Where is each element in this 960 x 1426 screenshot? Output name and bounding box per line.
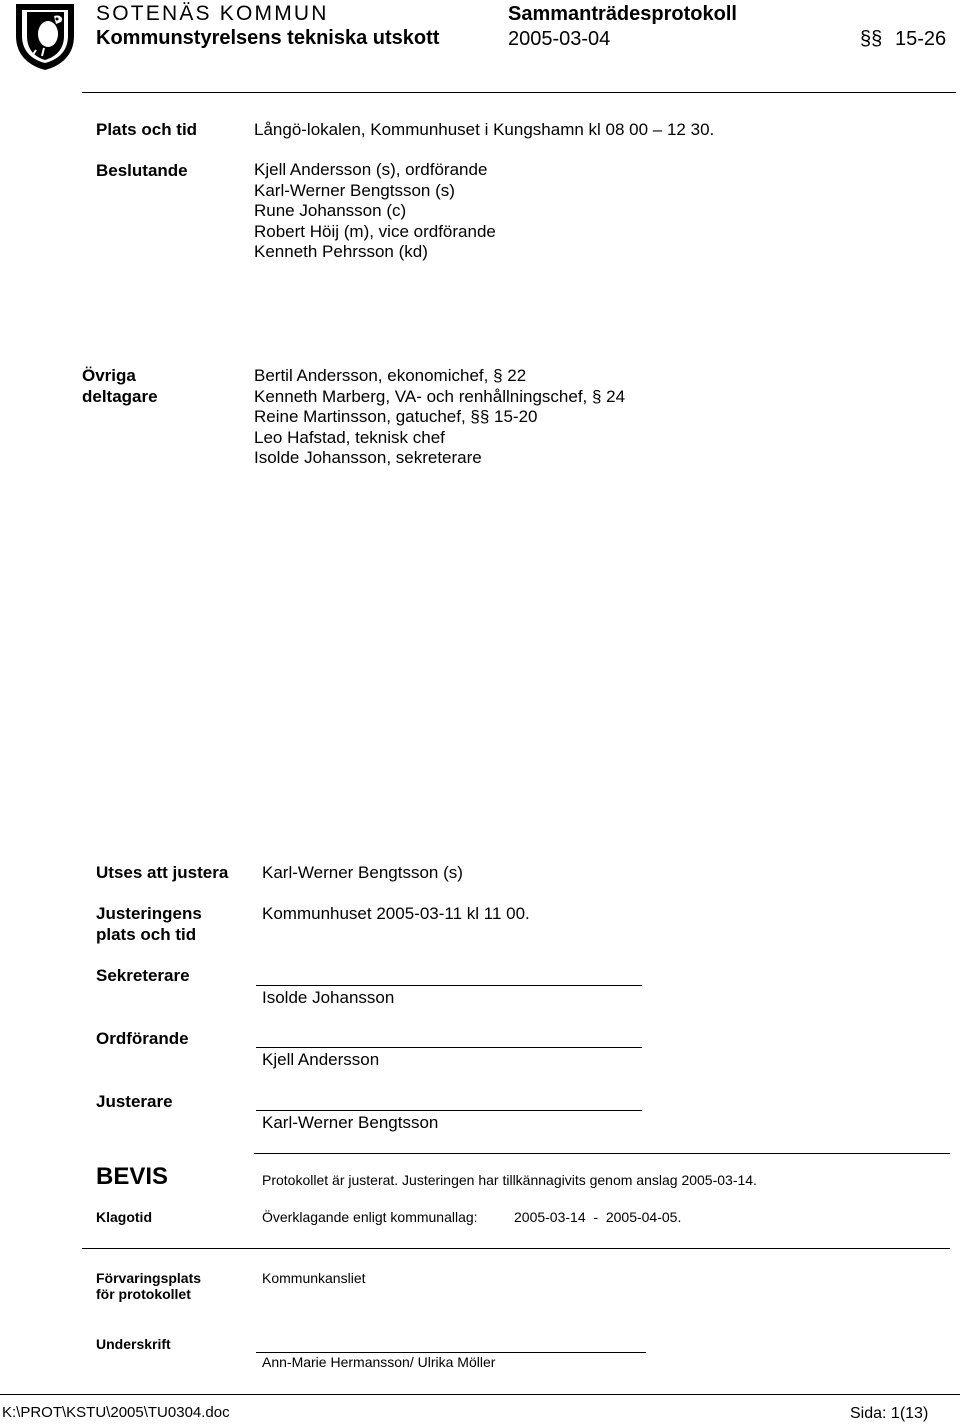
footer-divider xyxy=(0,1394,960,1395)
municipality-name: SOTENÄS KOMMUN xyxy=(96,2,329,25)
secretary-name: Isolde Johansson xyxy=(262,988,395,1007)
storage-divider xyxy=(82,1248,950,1249)
chair-signature-line xyxy=(256,1047,642,1048)
adjuster-name: Karl-Werner Bengtsson xyxy=(262,1113,439,1132)
bevis-text: Protokollet är justerat. Justeringen har tillkännagivits genom anslag 2005-03-14. xyxy=(262,1172,757,1188)
decider-item: Kenneth Pehrsson (kd) xyxy=(254,242,428,262)
appeal-text: Överklagande enligt kommunallag: xyxy=(262,1209,478,1225)
chair-name: Kjell Andersson xyxy=(262,1050,380,1069)
signature-label: Underskrift xyxy=(96,1336,171,1352)
section-sign: §§ xyxy=(860,28,883,50)
secretary-label: Sekreterare xyxy=(96,966,190,985)
decider-item: Karl-Werner Bengtsson (s) xyxy=(254,180,455,200)
participant-item: Reine Martinsson, gatuchef, §§ 15-20 xyxy=(254,407,538,427)
adjuster-appointed-label: Utses att justera xyxy=(96,863,229,882)
file-path: K:\PROT\KSTU\2005\TU0304.doc xyxy=(2,1404,230,1421)
decider-item: Rune Johansson (c) xyxy=(254,201,407,221)
adjustment-place-value: Kommunhuset 2005-03-11 kl 11 00. xyxy=(262,904,530,923)
section-range: 15-26 xyxy=(895,28,947,50)
storage-value: Kommunkansliet xyxy=(262,1270,366,1286)
municipality-coat-of-arms-logo xyxy=(14,2,76,72)
meeting-date: 2005-03-04 xyxy=(508,28,611,50)
storage-label-line2: för protokollet xyxy=(96,1286,191,1302)
adjustment-place-label-line1: Justeringens xyxy=(96,904,202,923)
others-list xyxy=(254,366,625,469)
bevis-title: BEVIS xyxy=(96,1163,169,1190)
appeal-label: Klagotid xyxy=(96,1209,152,1225)
adjuster-signature-line xyxy=(256,1110,642,1111)
page-number: Sida: 1(13) xyxy=(850,1405,929,1422)
signature-line xyxy=(256,1352,646,1353)
signature-name: Ann-Marie Hermansson/ Ulrika Möller xyxy=(262,1354,496,1370)
decider-item: Robert Höij (m), vice ordförande xyxy=(254,221,496,241)
adjuster-appointed-value: Karl-Werner Bengtsson (s) xyxy=(262,863,463,882)
bevis-divider xyxy=(254,1153,950,1154)
deciders-label: Beslutande xyxy=(96,161,188,180)
storage-label-line1: Förvaringsplats xyxy=(96,1270,202,1286)
participant-item: Bertil Andersson, ekonomichef, § 22 xyxy=(254,366,527,385)
secretary-signature-line xyxy=(256,985,642,986)
place-value: Långö-lokalen, Kommunhuset i Kungshamn kl 08 00 – 12 30. xyxy=(254,120,715,139)
document-type: Sammanträdesprotokoll xyxy=(508,3,737,25)
adjuster-label: Justerare xyxy=(96,1092,173,1111)
header-divider xyxy=(82,92,956,93)
deciders-list xyxy=(254,160,496,263)
participant-item: Isolde Johansson, sekreterare xyxy=(254,448,482,468)
adjustment-place-label-line2: plats och tid xyxy=(96,925,197,944)
participant-item: Kenneth Marberg, VA- och renhållningschef, § 24 xyxy=(254,386,626,406)
others-label-line1: Övriga xyxy=(82,366,136,385)
committee-name: Kommunstyrelsens tekniska utskott xyxy=(96,27,440,49)
participant-item: Leo Hafstad, teknisk chef xyxy=(254,427,445,447)
place-label: Plats och tid xyxy=(96,120,198,139)
chair-label: Ordförande xyxy=(96,1029,189,1048)
appeal-period: 2005-03-14 - 2005-04-05. xyxy=(514,1209,682,1225)
others-label-line2: deltagare xyxy=(82,387,158,406)
decider-item: Kjell Andersson (s), ordförande xyxy=(254,160,488,179)
